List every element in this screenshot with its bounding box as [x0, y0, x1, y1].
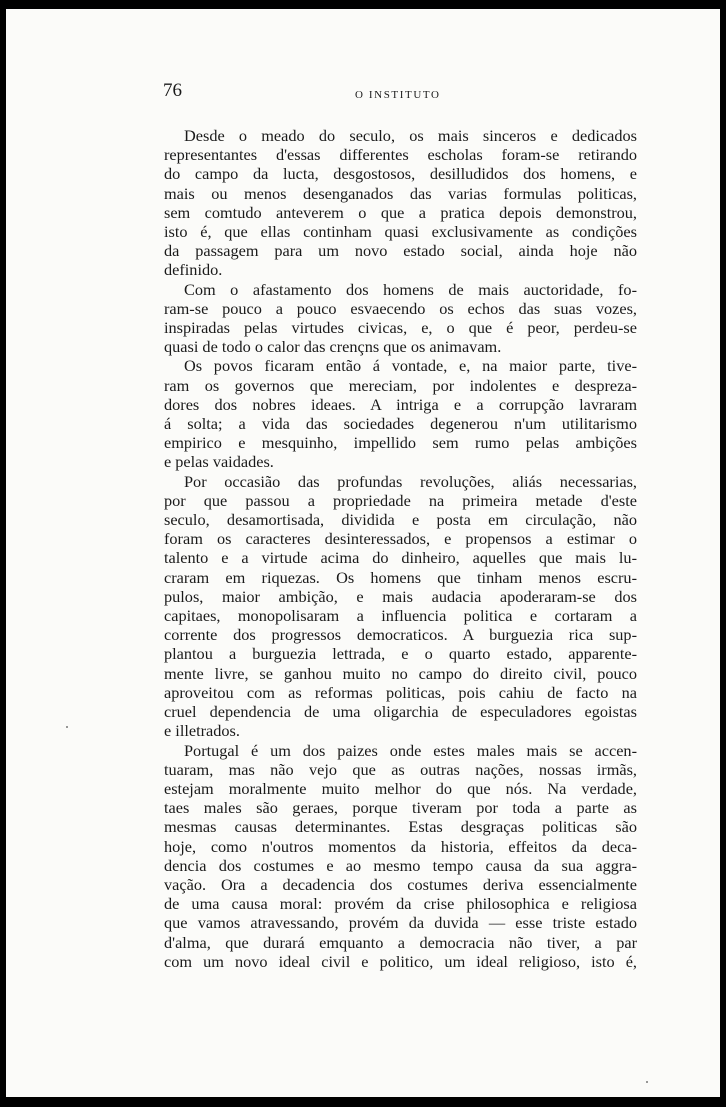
text-line: sem comtudo anteverem o que a pratica depois demonstrou, [164, 202, 637, 222]
text-line: seculo, desamortisada, dividida e posta em circulação, não [164, 510, 637, 530]
text-line: aproveitou com as reformas politicas, pois cahiu de facto na [164, 682, 637, 702]
text-line: da passagem para um novo estado social, ainda hoje não [164, 241, 637, 261]
text-line: Desde o meado do seculo, os mais sinceros e dedicados [184, 126, 637, 145]
text-line: Portugal é um dos paizes onde estes males mais se accen- [184, 740, 637, 760]
text-line: do campo da lucta, desgostosos, desilludidos dos homens, e [164, 164, 637, 184]
text-line: ram os governos que mereciam, por indolentes e despreza- [164, 375, 637, 395]
text-line: inspiradas pelas virtudes civicas, e, o que é peor, perdeu-se [164, 318, 637, 338]
text-line: e pelas vaidades. [164, 452, 274, 472]
text-line: corrente dos progressos democraticos. A burguezia rica sup- [164, 625, 637, 645]
text-line: isto é, que ellas continham quasi exclusivamente as condições [164, 222, 637, 242]
text-line: estejam moralmente muito melhor do que nós. Na verdade, [164, 778, 637, 798]
text-line: mesmas causas determinantes. Estas desgraças politicas são [164, 817, 637, 837]
text-line: taes males são geraes, porque tiveram por toda a parte as [164, 798, 637, 818]
page-number: 76 [163, 80, 182, 101]
text-line: Os povos ficaram então á vontade, e, na maior parte, tive- [184, 356, 637, 376]
text-line: de uma causa moral: provém da crise philosophica e religiosa [164, 894, 637, 914]
text-line: Com o afastamento dos homens de mais auctoridade, fo- [184, 279, 637, 299]
text-line: craram em riquezas. Os homens que tinham menos escru- [164, 567, 637, 587]
text-line: mente livre, se ganhou muito no campo do direito civil, pouco [164, 663, 637, 683]
text-line: d'alma, que durará emquanto a democracia não tiver, a par [164, 932, 637, 952]
text-line: empirico e mesquinho, impellido sem rumo pelas ambições [164, 433, 637, 453]
text-line: com um novo ideal civil e politico, um ideal religioso, isto é, [164, 951, 637, 971]
text-line: á solta; a vida das sociedades degenerou n'um utilitarismo [164, 414, 637, 434]
text-line: talento e a virtude acima do dinheiro, aquelles que mais lu- [164, 548, 637, 568]
text-line: foram os caracteres desinteressados, e propensos a estimar o [164, 529, 637, 549]
text-line: representantes d'essas differentes escholas foram-se retirando [164, 145, 637, 165]
scan-speck [66, 726, 68, 728]
text-line: definido. [164, 260, 223, 280]
text-line: dencia dos costumes e ao mesmo tempo causa da sua aggra- [164, 855, 637, 875]
paragraph [164, 126, 637, 280]
text-line: dores dos nobres ideaes. A intriga e a corrupção lavraram [164, 394, 637, 414]
text-line: que vamos atravessando, provém da duvida — esse triste estado [164, 913, 637, 933]
text-line: Por occasião das profundas revoluções, aliás necessarias, [184, 471, 637, 491]
text-line: ram-se pouco a pouco esvaecendo os echos das suas vozes, [164, 298, 637, 318]
text-line: capitaes, monopolisaram a influencia politica e cortaram a [164, 606, 637, 626]
paragraph [164, 280, 637, 357]
paragraph [164, 356, 637, 471]
paragraph [164, 472, 637, 741]
text-line: vação. Ora a decadencia dos costumes deriva essencialmente [164, 874, 637, 894]
text-line: plantou a burguezia lettrada, e o quarto estado, apparente- [164, 644, 637, 664]
paragraph [164, 741, 637, 971]
text-line: tuaram, mas não vejo que as outras nações, nossas irmãs, [164, 759, 637, 779]
body-text [164, 126, 637, 971]
scan-speck [646, 1081, 648, 1083]
text-line: por que passou a propriedade na primeira metade d'este [164, 490, 637, 510]
text-line: quasi de todo o calor das crençns que os animavam. [164, 337, 502, 357]
text-line: pulos, maior ambição, e mais audacia apoderaram-se dos [164, 586, 637, 606]
text-line: mais ou menos desenganados das varias formulas politicas, [164, 183, 637, 203]
running-title: O INSTITUTO [355, 89, 441, 101]
text-line: hoje, como n'outros momentos da historia, effeitos da deca- [164, 836, 637, 856]
text-line: cruel dependencia de uma oligarchia de especuladores egoistas [164, 702, 637, 722]
text-line: e illetrados. [164, 721, 240, 741]
